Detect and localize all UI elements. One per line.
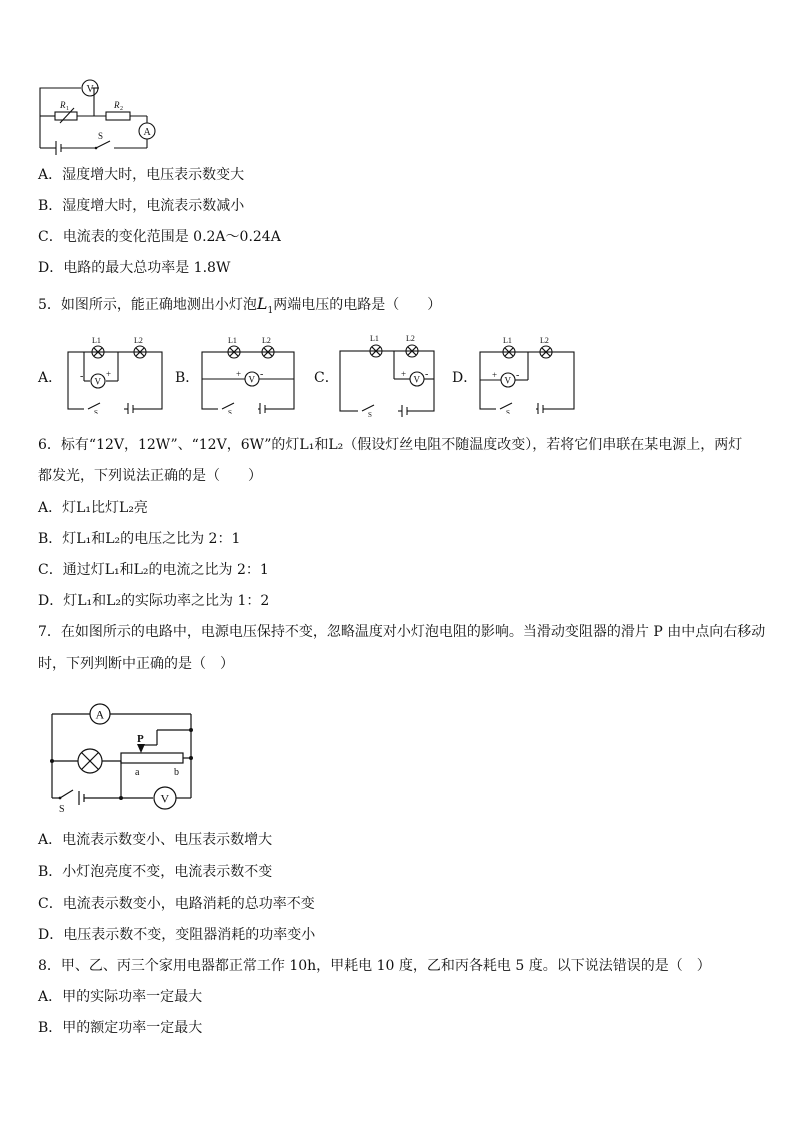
q4-voltmeter-label: V <box>86 84 94 95</box>
q4-option-d: D．电路的最大总功率是 1.8W <box>38 260 231 276</box>
q5-stem <box>38 295 441 320</box>
q7-stem-line2: 时，下列判断中正确的是（ ） <box>38 656 234 672</box>
q6-option-b: B．灯L₁和L₂的电压之比为 2：1 <box>38 531 241 547</box>
q7-switch-label: S <box>59 804 65 814</box>
q5-circuit-c <box>334 329 442 417</box>
q5b-l2-label: L2 <box>262 336 271 345</box>
q7-circuit-diagram <box>45 698 205 814</box>
q5-stem-pre: 5．如图所示，能正确地测出小灯泡 <box>38 297 257 313</box>
q5d-switch-label: S <box>506 409 510 414</box>
q7-stem-line1: 7．在如图所示的电路中，电源电压保持不变，忽略温度对小灯泡电阻的影响。当滑动变阻器的滑片 P 由中点向右移动 <box>38 624 766 640</box>
q8-option-a: A．甲的实际功率一定最大 <box>38 989 203 1005</box>
q4-r2-label: R <box>114 100 120 110</box>
q5-option-a-letter: A． <box>38 370 63 386</box>
q5c-plus: + <box>401 369 407 379</box>
q5a-minus: - <box>80 371 84 382</box>
q8-option-b: B．甲的额定功率一定最大 <box>38 1020 203 1036</box>
q5-option-d-letter: D． <box>452 370 478 386</box>
q4-circuit-diagram <box>30 78 165 158</box>
q5b-minus: - <box>260 369 264 380</box>
q7-option-a: A．电流表示数变小、电压表示数增大 <box>38 832 273 848</box>
q5-stem-var: L <box>256 294 268 313</box>
q6-stem-line1: 6．标有“12V，12W”、“12V，6W”的灯L₁和L₂（假设灯丝电阻不随温度改变），若将它们串联在某电源上，两灯 <box>38 437 743 453</box>
q5-circuit-a <box>62 332 166 414</box>
q6-option-d: D．灯L₁和L₂的实际功率之比为 1：2 <box>38 593 270 609</box>
q5c-minus: - <box>425 369 429 380</box>
q5-option-b-letter: B． <box>175 370 200 386</box>
q5c-switch-label: S <box>368 411 372 417</box>
q7-slider-p-label: P <box>137 733 144 745</box>
q5-circuit-d <box>474 332 578 414</box>
q5a-plus: + <box>106 369 112 379</box>
q6-stem-line2: 都发光，下列说法正确的是（ ） <box>38 468 262 484</box>
q7-option-b: B．小灯泡亮度不变，电流表示数不变 <box>38 864 273 880</box>
q4-r1-label: R <box>60 100 66 110</box>
q7-voltmeter-label: V <box>160 791 170 806</box>
q5c-l1-label: L1 <box>370 334 379 343</box>
q7-end-b-label: b <box>174 767 179 778</box>
q4-r1-sub: 1 <box>66 106 69 112</box>
q5d-minus: - <box>516 370 520 381</box>
q7-ammeter-label: A <box>95 707 105 722</box>
q5-circuit-b <box>196 332 300 414</box>
q7-option-c: C．电流表示数变小，电路消耗的总功率不变 <box>38 896 315 912</box>
q4-r2-sub: 2 <box>120 106 123 112</box>
q7-option-d: D．电压表示数不变，变阻器消耗的功率变小 <box>38 927 316 943</box>
q6-option-c: C．通过灯L₁和L₂的电流之比为 2：1 <box>38 562 269 578</box>
q5d-l2-label: L2 <box>540 336 549 345</box>
q5c-voltmeter-label: V <box>413 374 420 385</box>
q5d-voltmeter-label: V <box>504 375 511 386</box>
q5a-l1-label: L1 <box>92 336 101 345</box>
q8-stem: 8．甲、乙、丙三个家用电器都正常工作 10h，甲耗电 10 度，乙和丙各耗电 5 度。以下说法错误的是（ ） <box>38 958 711 974</box>
q5d-l1-label: L1 <box>503 336 512 345</box>
q5a-voltmeter-label: V <box>94 376 101 387</box>
q5b-voltmeter-label: V <box>248 374 255 385</box>
q7-end-a-label: a <box>135 767 140 778</box>
q5-stem-post: 两端电压的电路是（ ） <box>273 297 442 313</box>
q4-option-c: C．电流表的变化范围是 0.2A～0.24A <box>38 229 281 245</box>
q4-option-b: B．湿度增大时，电流表示数减小 <box>38 198 245 214</box>
q5b-l1-label: L1 <box>228 336 237 345</box>
q5a-l2-label: L2 <box>134 336 143 345</box>
q5-option-c-letter: C． <box>314 370 339 386</box>
q5d-plus: + <box>492 370 498 380</box>
q4-ammeter-label: A <box>143 127 151 138</box>
q5a-switch-label: S <box>94 409 98 414</box>
q5c-l2-label: L2 <box>406 334 415 343</box>
q6-option-a: A．灯L₁比灯L₂亮 <box>38 500 148 516</box>
q5-stem-sub: 1 <box>267 305 274 316</box>
q5b-switch-label: S <box>228 409 232 414</box>
q4-option-a: A．湿度增大时，电压表示数变大 <box>38 167 245 183</box>
q4-switch-label: S <box>98 131 104 141</box>
q5b-plus: + <box>236 369 242 379</box>
